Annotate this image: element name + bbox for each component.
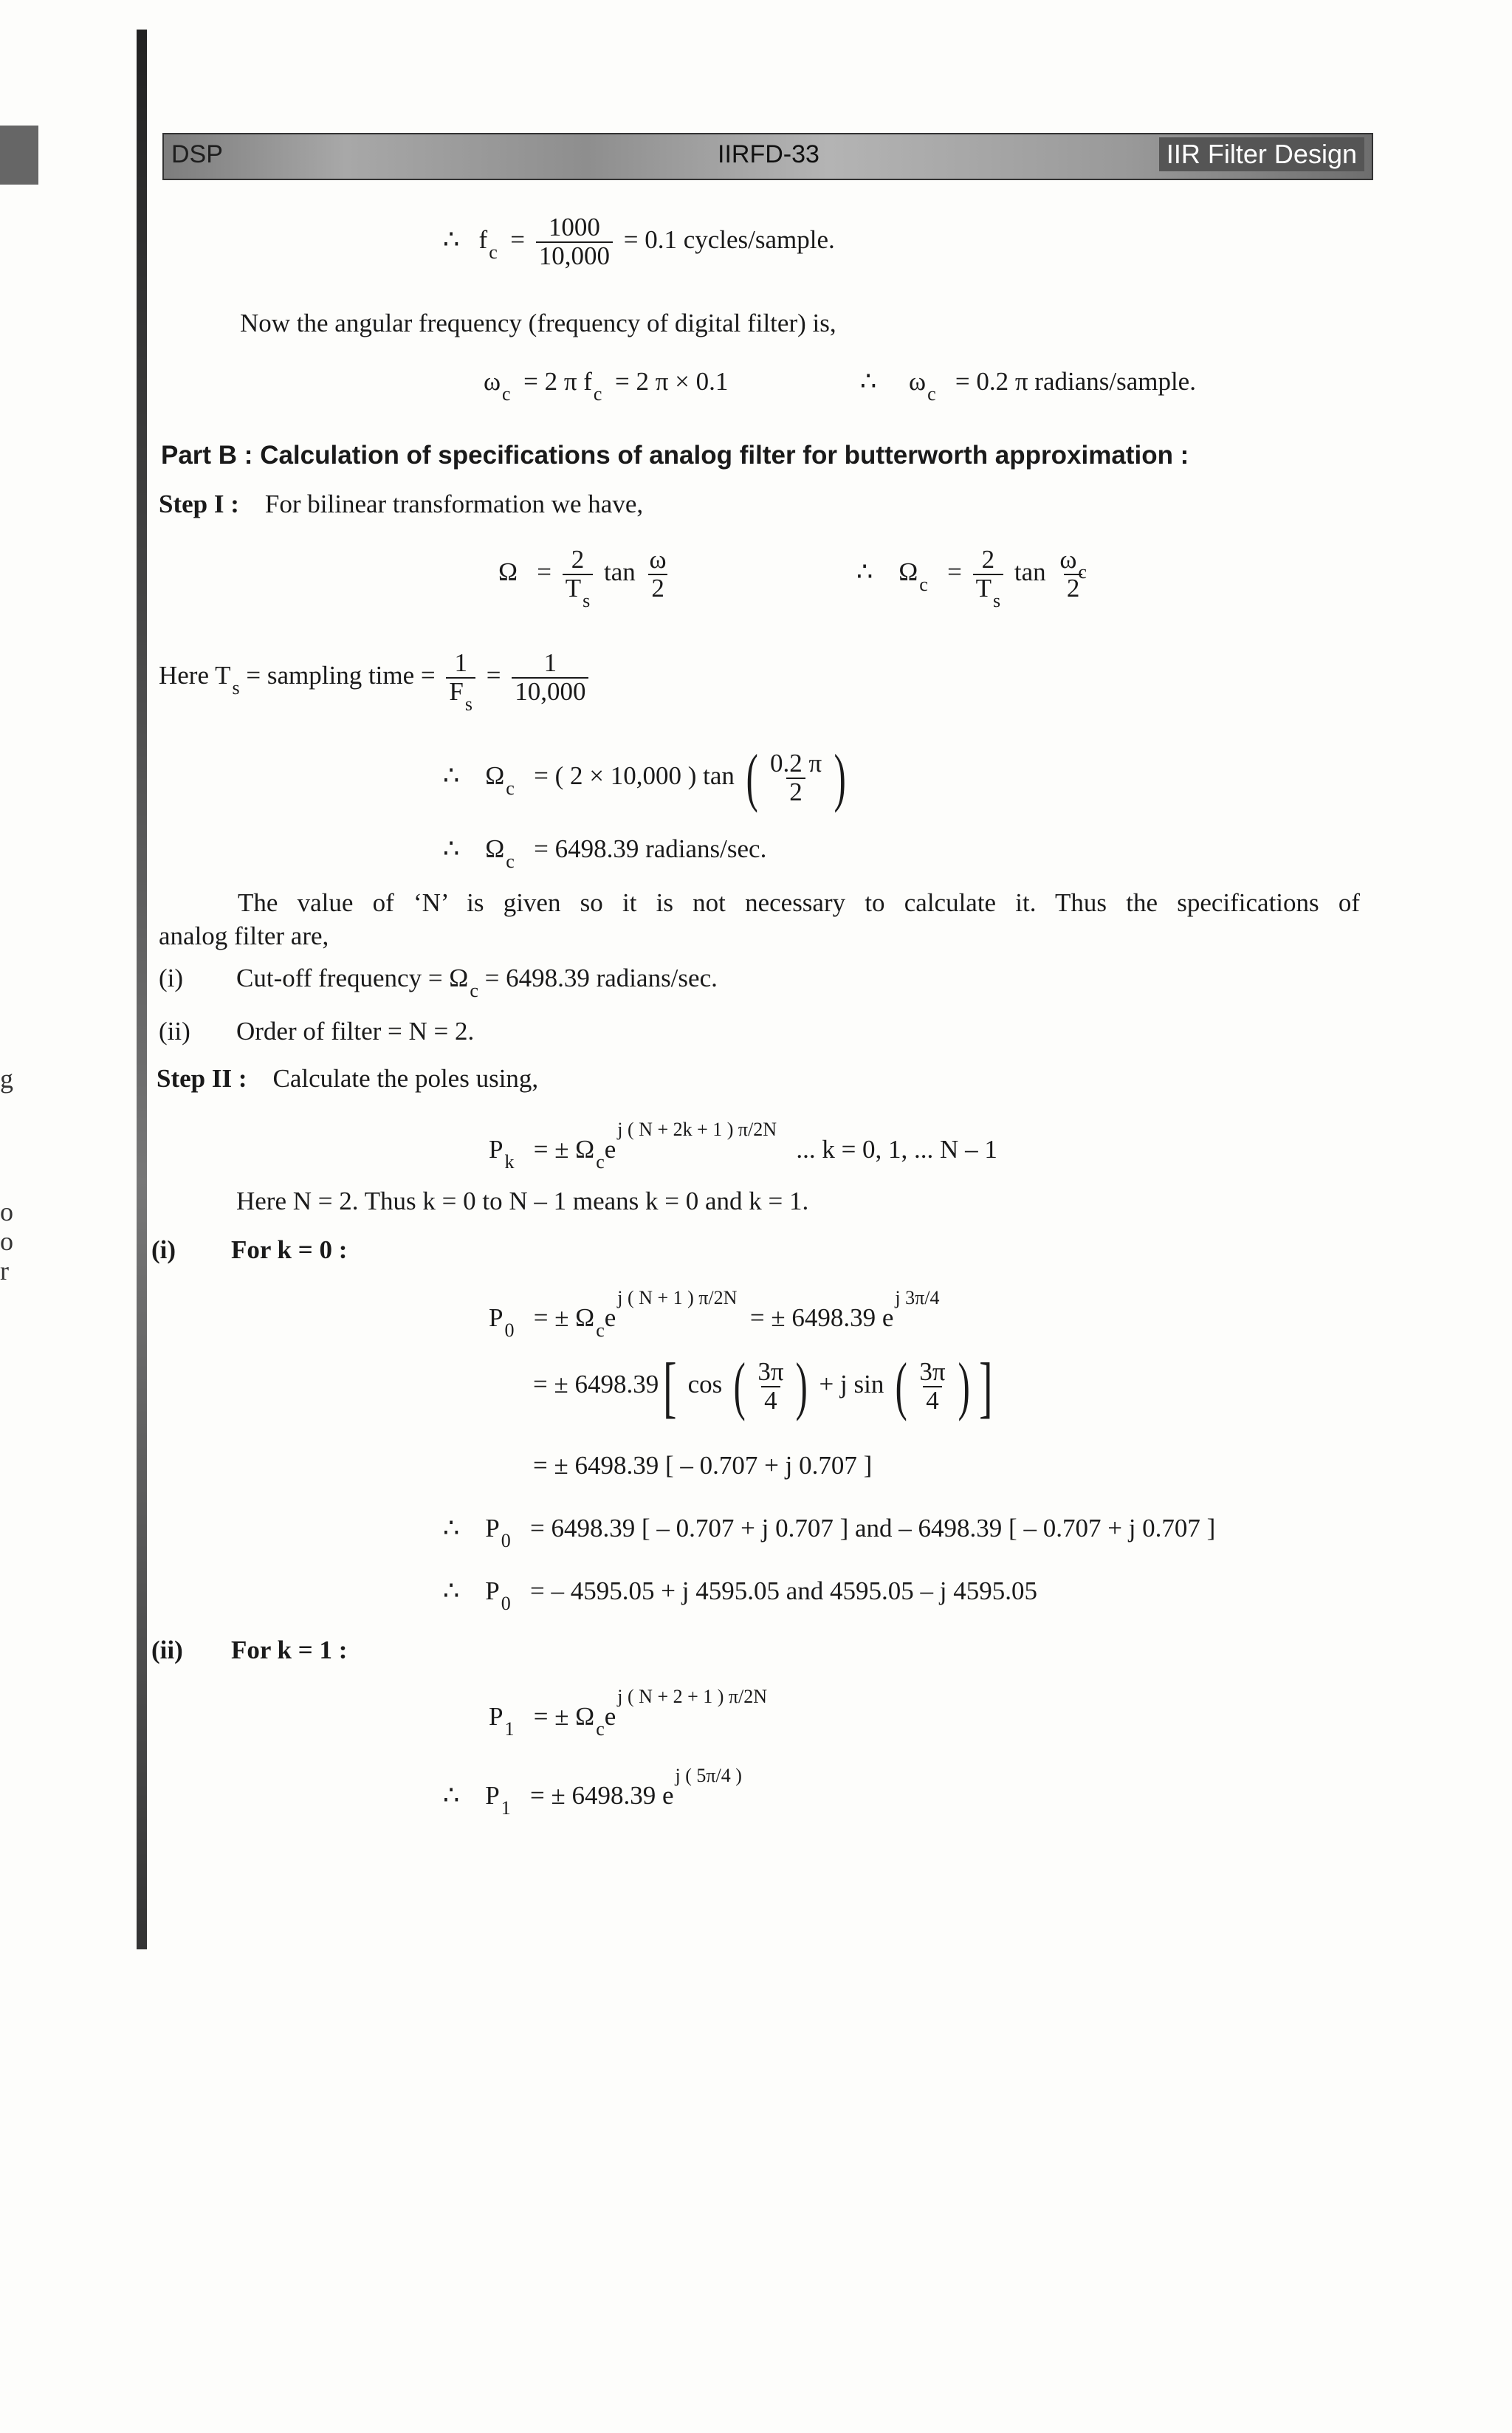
eq-sub: 0 (501, 1530, 511, 1551)
frac-den: 4 (923, 1386, 942, 1415)
frac-num: ω (649, 545, 667, 574)
left-paren: ( (733, 1351, 746, 1422)
cos-label: cos (687, 1370, 723, 1399)
therefore-symbol: ∴ (860, 367, 877, 396)
right-paren: ) (834, 742, 846, 814)
exp-base: e (604, 1702, 616, 1731)
left-bracket: [ (663, 1349, 677, 1424)
frac-num (1056, 545, 1090, 583)
step-2 (157, 1064, 538, 1094)
eq-sub: 1 (501, 1797, 511, 1819)
eq-expr: = ± Ω (533, 1135, 595, 1164)
bilinear-equation (498, 545, 674, 611)
step-text: For bilinear transformation we have, (264, 490, 644, 518)
eq-range: ... k = 0, 1, ... N – 1 (796, 1135, 997, 1164)
frac-den: 10,000 (536, 241, 613, 270)
tan-label: tan (1014, 557, 1046, 586)
frac-num: 2 (571, 545, 585, 574)
eq-lhs: f (478, 224, 488, 254)
paragraph: Here N = 2. Thus k = 0 to N – 1 means k = 0 and k = 1. (236, 1187, 809, 1215)
frac-den: 2 (648, 574, 667, 603)
frac-den (973, 573, 1004, 611)
eq-lhs: P (485, 1514, 500, 1542)
eq-result: = 6498.39 radians/sec. (534, 834, 767, 863)
paragraph: Now the angular frequency (frequency of digital filter) is, (240, 309, 836, 337)
therefore-symbol: ∴ (856, 557, 873, 586)
exponent: j ( N + 2 + 1 ) π/2N (617, 1686, 768, 1707)
eq-sub: c (596, 1320, 605, 1341)
frac-den-text: T (565, 573, 582, 603)
frac-den-text: T (975, 573, 992, 603)
frac-den (446, 676, 475, 715)
p0-line-5 (443, 1576, 1037, 1614)
fraction (563, 545, 594, 611)
wc-equation (484, 367, 729, 405)
fraction (446, 648, 475, 715)
omega-c-result (443, 834, 767, 872)
header-right-label: IIR Filter Design (1159, 137, 1364, 171)
eq-lhs: P (485, 1576, 500, 1605)
eq-sub: c (502, 383, 511, 405)
eq-sub: c (489, 241, 498, 263)
therefore-symbol: ∴ (443, 761, 460, 791)
binding-edge (137, 30, 147, 1949)
therefore-symbol: ∴ (443, 1514, 460, 1542)
eq-expr: = 2 π × 0.1 (614, 367, 729, 396)
eq-expr: = – 4595.05 + j 4595.05 and 4595.05 – j 4595.05 (530, 1576, 1037, 1605)
eq-sub: c (927, 383, 936, 405)
eq-result: = 0.2 π radians/sample. (955, 367, 1196, 396)
paragraph: analog filter are, (159, 922, 329, 950)
eq-lhs: Ω (898, 557, 918, 586)
frac-den-text: F (449, 676, 464, 706)
list-item (159, 964, 718, 1001)
therefore-symbol: ∴ (443, 834, 460, 863)
fraction (767, 750, 825, 806)
right-bracket: ] (979, 1349, 993, 1424)
exp-base: e (604, 1303, 616, 1332)
p0-line-3: = ± 6498.39 [ – 0.707 + j 0.707 ] (533, 1451, 873, 1480)
header-page-code: IIRFD-33 (718, 140, 819, 168)
omega-c-calc (443, 742, 850, 814)
eq-sub: k (504, 1151, 515, 1173)
fraction (512, 650, 588, 706)
eq-sub: c (593, 383, 602, 405)
ts-equation (159, 648, 593, 715)
eq-sub: s (232, 676, 240, 699)
left-paren: ( (746, 742, 758, 814)
fraction (536, 214, 613, 270)
right-paren: ) (958, 1351, 970, 1422)
eq-sub: 0 (501, 1593, 511, 1614)
eq-lhs: ω (484, 367, 501, 396)
eq-result: = 0.1 cycles/sample. (623, 224, 835, 254)
eq-sub: 0 (504, 1320, 515, 1341)
frac-num: 1 (454, 648, 467, 677)
exponent: j 3π/4 (895, 1287, 940, 1308)
step-label: Step I : (159, 490, 239, 518)
running-header (162, 133, 1373, 180)
case-text: For k = 0 : (231, 1235, 348, 1264)
frac-num: 0.2 π (769, 749, 822, 778)
exp-base: e (604, 1135, 616, 1164)
list-label: (i) (159, 964, 184, 992)
list-item (159, 1017, 474, 1046)
eq-sub: s (992, 589, 1001, 611)
list-text: Order of filter = N = 2. (236, 1017, 475, 1046)
therefore-symbol: ∴ (443, 1576, 460, 1605)
case-heading (151, 1235, 347, 1265)
case-label: (i) (151, 1235, 176, 1264)
margin-fragment: o (0, 1226, 13, 1256)
frac-den (563, 573, 594, 611)
eq-text: = sampling time = (246, 660, 436, 690)
fraction (755, 1359, 786, 1415)
step-1 (159, 490, 643, 519)
frac-den: 2 (1064, 574, 1083, 603)
p0-line-2 (533, 1349, 997, 1424)
eq-lhs: Here T (159, 660, 231, 690)
margin-fragment: o (0, 1197, 13, 1226)
case-text: For k = 1 : (231, 1636, 348, 1664)
eq-lhs: P (485, 1781, 500, 1810)
eq-lhs: Ω (498, 557, 518, 586)
eq-sign: = (510, 224, 525, 254)
frac-num: 1000 (548, 213, 600, 241)
list-text: Cut-off frequency = Ω (236, 964, 469, 992)
fc-equation (443, 214, 835, 270)
section-heading: Part B : Calculation of specifications of analog filter for butterworth approximation : (161, 441, 1189, 470)
exponent: j ( N + 1 ) π/2N (617, 1287, 738, 1308)
eq-expr: = ± 6498.39 e (749, 1303, 894, 1332)
eq-expr: = ± Ω (533, 1303, 595, 1332)
eq-sign: = (537, 557, 552, 586)
wc-result (860, 367, 1196, 405)
margin-fragment: r (0, 1256, 9, 1286)
eq-lhs: Ω (485, 761, 505, 791)
frac-den: 2 (786, 778, 805, 806)
eq-lhs: ω (909, 367, 927, 396)
eq-sub: c (919, 573, 928, 595)
exponent: j ( N + 2k + 1 ) π/2N (617, 1119, 777, 1140)
paragraph: The value of ‘N’ is given so it is not necessary to calculate it. Thus the specifications of (238, 888, 1360, 917)
eq-expr: = ± 6498.39 (533, 1370, 659, 1399)
eq-sub: c (506, 778, 515, 800)
header-left-label: DSP (171, 140, 223, 168)
eq-lhs: P (489, 1303, 504, 1332)
frac-num: 3π (919, 1357, 946, 1387)
fraction (973, 545, 1004, 611)
eq-expr: = 2 π f (523, 367, 592, 396)
jsin-label: + j sin (819, 1370, 884, 1399)
list-label: (ii) (159, 1017, 190, 1046)
eq-sign: = (486, 660, 501, 690)
eq-expr: = ± 6498.39 e (530, 1781, 674, 1810)
therefore-symbol: ∴ (443, 224, 460, 254)
margin-fragment: g (0, 1064, 13, 1094)
eq-lhs: P (489, 1702, 504, 1731)
eq-sub: s (583, 589, 591, 611)
bilinear-equation-c (856, 545, 1094, 611)
left-paren: ( (895, 1351, 907, 1422)
p0-line-4 (443, 1514, 1216, 1551)
frac-num: 1 (543, 648, 557, 677)
eq-sub: 1 (504, 1718, 515, 1740)
eq-expr: = 6498.39 [ – 0.707 + j 0.707 ] and – 6498.39 [ – 0.707 + j 0.707 ] (530, 1514, 1216, 1542)
frac-den: 4 (761, 1386, 780, 1415)
eq-lhs: P (489, 1135, 504, 1164)
eq-expr: = ( 2 × 10,000 ) tan (534, 761, 735, 791)
exponent: j ( 5π/4 ) (675, 1765, 742, 1786)
fraction (1056, 546, 1090, 603)
right-paren: ) (796, 1351, 808, 1422)
case-heading (151, 1636, 347, 1665)
fraction (916, 1359, 948, 1415)
eq-sub: c (1078, 561, 1087, 583)
tan-label: tan (604, 557, 636, 586)
list-text: = 6498.39 radians/sec. (484, 964, 718, 992)
therefore-symbol: ∴ (443, 1781, 460, 1810)
eq-expr: = ± Ω (533, 1702, 595, 1731)
fraction (647, 546, 670, 603)
frac-num: 3π (757, 1357, 784, 1387)
left-page-edge (0, 126, 38, 185)
eq-sub: c (506, 851, 515, 872)
eq-lhs: Ω (485, 834, 505, 863)
frac-den: 10,000 (512, 677, 588, 706)
eq-sub: s (464, 693, 472, 715)
eq-sub: c (596, 1718, 605, 1740)
frac-num-text: ω (1059, 545, 1077, 574)
eq-sub: c (470, 980, 478, 1001)
frac-num: 2 (981, 545, 995, 574)
eq-sub: c (596, 1151, 605, 1173)
eq-sign: = (947, 557, 962, 586)
step-label: Step II : (157, 1064, 247, 1093)
step-text: Calculate the poles using, (272, 1064, 539, 1093)
case-label: (ii) (151, 1636, 183, 1664)
